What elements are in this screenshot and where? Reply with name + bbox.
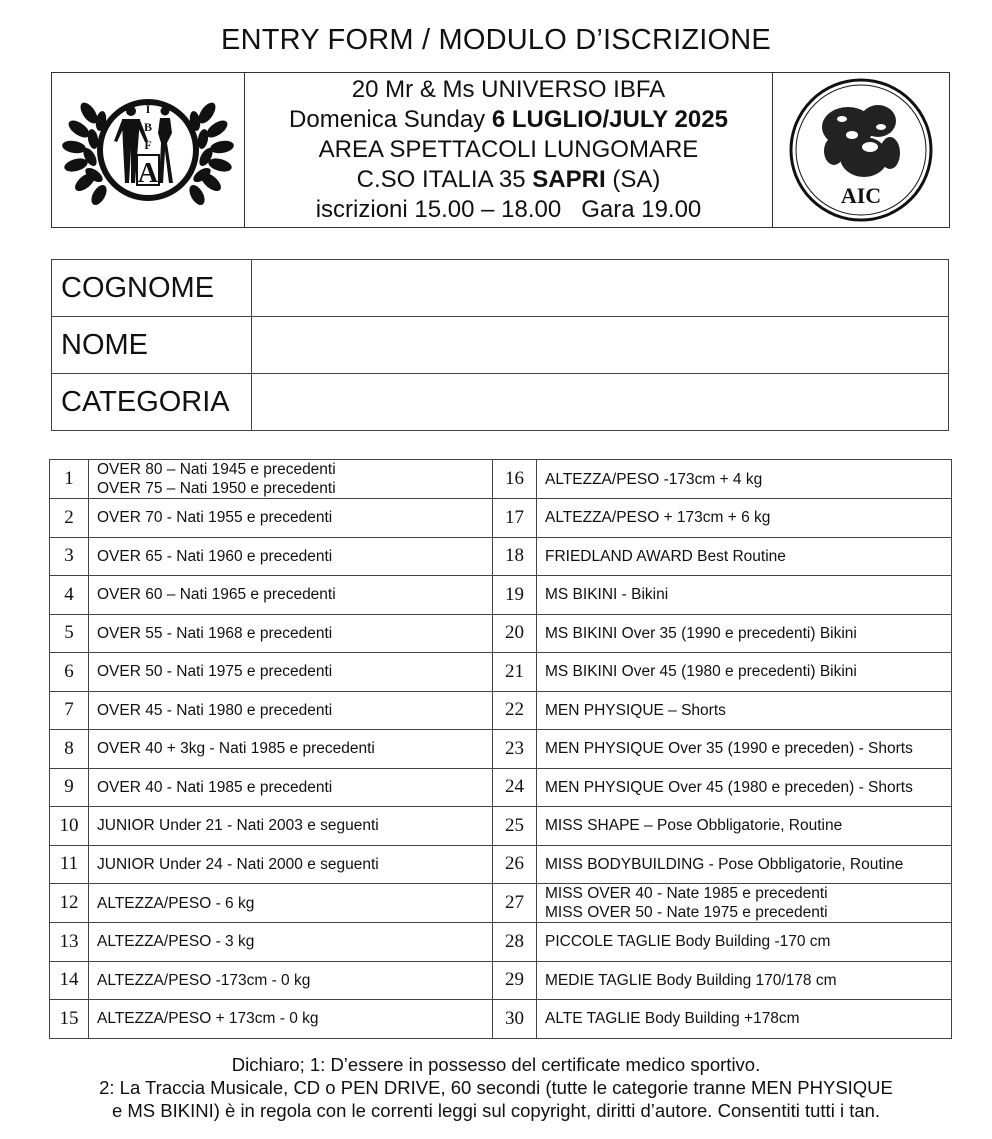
event-venue: AREA SPETTACOLI LUNGOMARE xyxy=(318,136,699,163)
category-label-cell xyxy=(89,961,493,1000)
category-label: CATEGORIA xyxy=(52,374,252,431)
category-number: 25 xyxy=(493,807,537,846)
svg-text:F: F xyxy=(144,138,152,152)
aic-logo-text: AIC xyxy=(840,183,882,208)
category-name: FRIEDLAND AWARD Best Routine xyxy=(545,547,786,565)
event-address-prefix: C.SO ITALIA 35 xyxy=(356,166,533,193)
category-label-cell xyxy=(89,923,493,962)
event-address-suffix: (SA) xyxy=(605,166,661,193)
category-name: OVER 55 - Nati 1968 e precedenti xyxy=(97,624,333,642)
category-number: 12 xyxy=(50,884,89,923)
left-logo-cell xyxy=(52,73,245,227)
declaration xyxy=(0,1053,992,1122)
name-row xyxy=(52,317,949,374)
category-label-cell xyxy=(89,807,493,846)
category-number: 19 xyxy=(493,576,537,615)
event-date-bold: 6 LUGLIO/JULY 2025 xyxy=(491,106,728,133)
declaration-line-2: 2: La Traccia Musicale, CD o PEN DRIVE, 60 secondi (tutte le categorie tranne MEN PHYSIQUE xyxy=(99,1077,893,1098)
surname-input[interactable] xyxy=(252,260,949,317)
ibfa-logo-icon xyxy=(59,83,237,217)
category-number: 2 xyxy=(50,499,89,538)
category-number: 14 xyxy=(50,961,89,1000)
category-number: 21 xyxy=(493,653,537,692)
category-number: 23 xyxy=(493,730,537,769)
category-label-cell xyxy=(89,730,493,769)
category-row xyxy=(50,807,952,846)
category-label-cell xyxy=(89,1000,493,1039)
category-number: 7 xyxy=(50,691,89,730)
category-label-cell xyxy=(537,537,952,576)
category-label-cell xyxy=(89,768,493,807)
aic-logo-icon xyxy=(786,75,936,225)
category-number: 16 xyxy=(493,460,537,499)
category-name: ALTEZZA/PESO -173cm + 4 kg xyxy=(545,470,763,488)
category-label-cell xyxy=(89,653,493,692)
name-input[interactable] xyxy=(252,317,949,374)
category-number: 30 xyxy=(493,1000,537,1039)
category-number: 4 xyxy=(50,576,89,615)
category-label-cell xyxy=(537,884,952,923)
category-name: MEN PHYSIQUE Over 35 (1990 e preceden) - Shorts xyxy=(545,740,913,758)
category-name: MS BIKINI Over 45 (1980 e precedenti) Bikini xyxy=(545,663,857,681)
category-label-cell xyxy=(537,691,952,730)
category-number: 6 xyxy=(50,653,89,692)
event-date xyxy=(289,105,728,135)
category-number: 26 xyxy=(493,845,537,884)
category-number: 10 xyxy=(50,807,89,846)
category-name: MEN PHYSIQUE Over 45 (1980 e preceden) - Shorts xyxy=(545,778,913,796)
declaration-line-3: e MS BIKINI) è in regola con le correnti leggi sul copyright, diritti d’autore. Consentiti tutti i tan. xyxy=(111,1100,881,1121)
category-name: MS BIKINI Over 35 (1990 e precedenti) Bikini xyxy=(545,624,857,642)
category-table xyxy=(49,459,952,1039)
category-number: 13 xyxy=(50,923,89,962)
participant-fields xyxy=(51,259,949,431)
category-label-cell xyxy=(537,576,952,615)
category-name: PICCOLE TAGLIE Body Building -170 cm xyxy=(545,933,831,951)
event-date-prefix: Domenica Sunday xyxy=(289,106,492,133)
category-label-cell xyxy=(89,614,493,653)
event-details xyxy=(245,73,772,227)
category-table-body xyxy=(50,460,952,1039)
category-label-cell xyxy=(89,576,493,615)
svg-text:A: A xyxy=(137,158,159,189)
category-number: 28 xyxy=(493,923,537,962)
category-number: 9 xyxy=(50,768,89,807)
category-row xyxy=(50,1000,952,1039)
category-row xyxy=(50,614,952,653)
category-label-cell xyxy=(537,730,952,769)
category-name: OVER 50 - Nati 1975 e precedenti xyxy=(97,663,333,681)
category-name: OVER 80 – Nati 1945 e precedenti xyxy=(97,461,336,478)
category-name: ALTEZZA/PESO -173cm - 0 kg xyxy=(97,971,311,989)
category-name: OVER 40 + 3kg - Nati 1985 e precedenti xyxy=(97,740,375,758)
category-label-cell xyxy=(537,653,952,692)
category-label-cell xyxy=(537,768,952,807)
category-label-cell xyxy=(537,499,952,538)
category-name: MEN PHYSIQUE – Shorts xyxy=(545,701,726,719)
category-label-cell xyxy=(89,460,493,499)
category-name: OVER 40 - Nati 1985 e precedenti xyxy=(97,778,333,796)
name-label: NOME xyxy=(52,317,252,374)
category-row xyxy=(50,537,952,576)
surname-row xyxy=(52,260,949,317)
svg-text:B: B xyxy=(143,120,153,134)
category-row xyxy=(50,730,952,769)
surname-label: COGNOME xyxy=(52,260,252,317)
category-name: JUNIOR Under 21 - Nati 2003 e seguenti xyxy=(97,817,379,835)
category-label-cell xyxy=(537,807,952,846)
category-row xyxy=(50,576,952,615)
category-row xyxy=(50,691,952,730)
category-name: MISS OVER 40 - Nate 1985 e precedenti xyxy=(545,885,828,902)
category-name: MS BIKINI - Bikini xyxy=(545,586,669,604)
category-number: 22 xyxy=(493,691,537,730)
category-row xyxy=(50,460,952,499)
ibfa-letter-i: I xyxy=(145,102,151,116)
event-name: 20 Mr & Ms UNIVERSO IBFA xyxy=(351,76,666,103)
category-row xyxy=(50,845,952,884)
category-row xyxy=(50,653,952,692)
category-label-cell xyxy=(89,845,493,884)
category-name: MISS BODYBUILDING - Pose Obbligatorie, Routine xyxy=(545,855,904,873)
category-name: JUNIOR Under 24 - Nati 2000 e seguenti xyxy=(97,855,379,873)
category-label-cell xyxy=(89,884,493,923)
category-name-secondary: OVER 75 – Nati 1950 e precedenti xyxy=(97,480,336,497)
event-times: iscrizioni 15.00 – 18.00 Gara 19.00 xyxy=(315,196,702,223)
category-label-cell xyxy=(537,845,952,884)
category-name-secondary: MISS OVER 50 - Nate 1975 e precedenti xyxy=(545,904,828,921)
category-name: OVER 60 – Nati 1965 e precedenti xyxy=(97,586,336,604)
category-label-cell xyxy=(537,923,952,962)
category-input[interactable] xyxy=(252,374,949,431)
category-name: MEDIE TAGLIE Body Building 170/178 cm xyxy=(545,971,837,989)
category-number: 8 xyxy=(50,730,89,769)
category-name: OVER 70 - Nati 1955 e precedenti xyxy=(97,509,333,527)
category-label-cell xyxy=(89,537,493,576)
event-header xyxy=(51,72,950,228)
category-number: 17 xyxy=(493,499,537,538)
category-number: 18 xyxy=(493,537,537,576)
category-name: ALTEZZA/PESO - 6 kg xyxy=(97,894,255,912)
category-number: 29 xyxy=(493,961,537,1000)
category-number: 1 xyxy=(50,460,89,499)
category-name: MISS SHAPE – Pose Obbligatorie, Routine xyxy=(545,817,843,835)
category-number: 15 xyxy=(50,1000,89,1039)
category-row xyxy=(50,923,952,962)
category-row xyxy=(50,884,952,923)
category-label-cell xyxy=(537,961,952,1000)
category-row xyxy=(50,499,952,538)
category-name: ALTEZZA/PESO - 3 kg xyxy=(97,933,255,951)
category-row xyxy=(50,768,952,807)
event-city: SAPRI xyxy=(532,166,606,193)
category-number: 11 xyxy=(50,845,89,884)
category-number: 27 xyxy=(493,884,537,923)
category-label-cell xyxy=(89,691,493,730)
category-name: ALTE TAGLIE Body Building +178cm xyxy=(545,1010,800,1028)
form-title: ENTRY FORM / MODULO D’ISCRIZIONE xyxy=(221,24,771,56)
category-number: 24 xyxy=(493,768,537,807)
category-label-cell xyxy=(537,614,952,653)
category-number: 20 xyxy=(493,614,537,653)
category-row xyxy=(50,961,952,1000)
category-number: 3 xyxy=(50,537,89,576)
category-name: OVER 45 - Nati 1980 e precedenti xyxy=(97,701,333,719)
category-name: OVER 65 - Nati 1960 e precedenti xyxy=(97,547,333,565)
category-label-cell xyxy=(89,499,493,538)
category-name: ALTEZZA/PESO + 173cm - 0 kg xyxy=(97,1010,319,1028)
category-name: ALTEZZA/PESO + 173cm + 6 kg xyxy=(545,509,771,527)
category-label-cell xyxy=(537,460,952,499)
right-logo-cell xyxy=(772,73,949,227)
category-number: 5 xyxy=(50,614,89,653)
category-row xyxy=(52,374,949,431)
category-label-cell xyxy=(537,1000,952,1039)
event-address xyxy=(357,165,661,195)
declaration-line-1: Dichiaro; 1: D’essere in possesso del certificate medico sportivo. xyxy=(231,1054,761,1075)
